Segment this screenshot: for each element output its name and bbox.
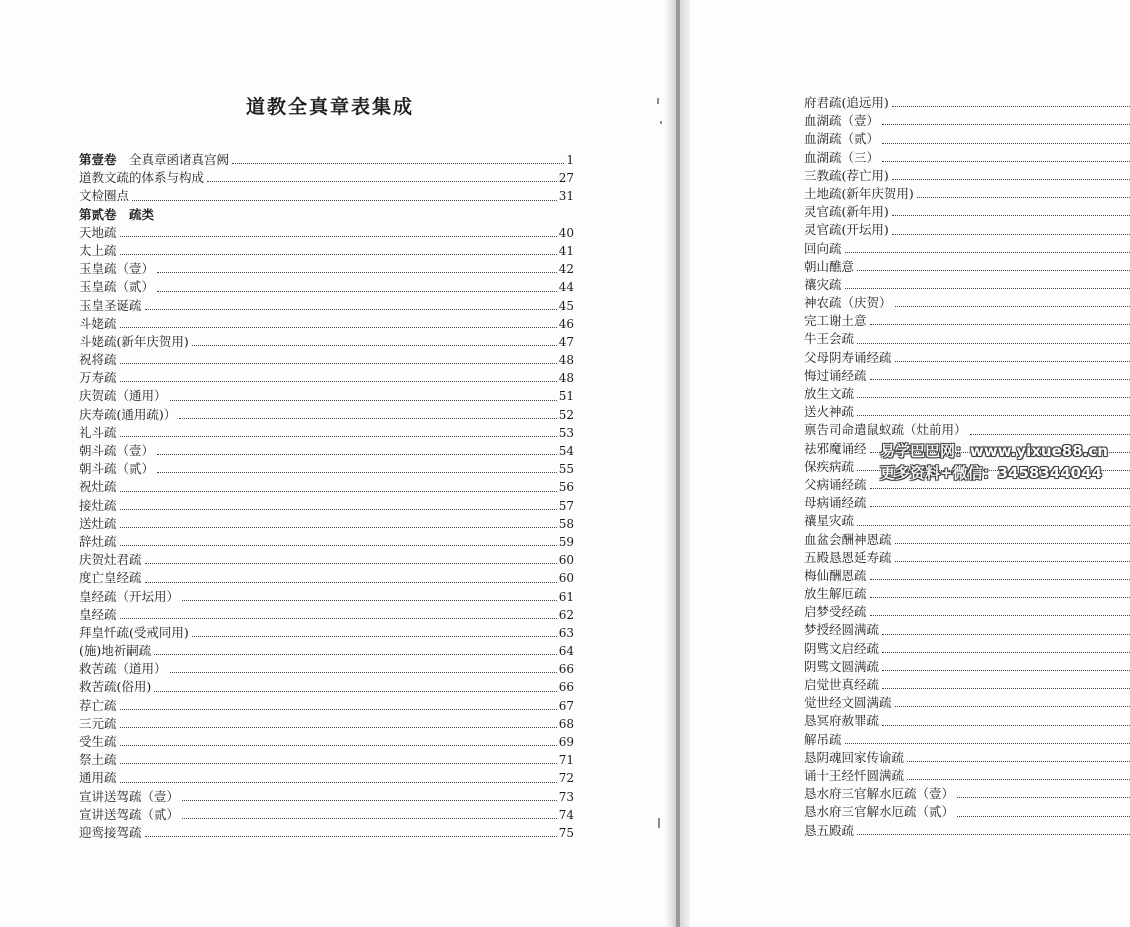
toc-leader-dots	[917, 185, 1130, 198]
toc-leader-dots	[882, 621, 1130, 634]
toc-entry-label: 道教文疏的体系与构成	[79, 170, 205, 186]
toc-leader-dots	[192, 333, 557, 346]
toc-entry	[79, 406, 574, 424]
toc-entry-label: 梦授经圆满疏	[804, 622, 880, 638]
toc-entry-page: 41	[558, 243, 574, 258]
toc-entry-label: 玉皇圣诞疏	[79, 297, 142, 313]
toc-entry-label: 送灶疏	[79, 515, 117, 531]
toc-entry-label: 放生解厄疏	[804, 586, 867, 602]
toc-entry	[79, 515, 574, 533]
toc-entry-label: 迎鸾接驾疏	[79, 824, 142, 840]
toc-entry	[79, 242, 574, 260]
toc-entry-label: 斗姥疏(新年庆贺用)	[79, 333, 189, 349]
toc-entry-label: 皇经疏	[79, 606, 117, 622]
toc-leader-dots	[895, 549, 1130, 562]
toc-entry-page: 54	[558, 444, 574, 458]
toc-entry-label: 禳星灾疏	[804, 513, 855, 529]
toc-entry	[79, 387, 574, 405]
toc-entry-label: 觉世经文圆满疏	[804, 695, 892, 711]
toc-leader-dots	[845, 240, 1130, 253]
toc-entry-label: 保疾病疏	[804, 458, 855, 474]
toc-entry	[79, 260, 574, 278]
toc-entry	[804, 403, 1130, 421]
toc-entry-label: 恳五殿疏	[804, 822, 855, 838]
toc-entry-page: 46	[558, 316, 574, 331]
toc-leader-dots	[120, 515, 557, 528]
toc-entry	[79, 478, 574, 496]
toc-leader-dots	[232, 151, 564, 164]
toc-leader-dots	[157, 206, 572, 219]
toc-leader-dots	[120, 769, 557, 782]
toc-entry-page: 66	[558, 662, 574, 677]
toc-entry-label: 接灶疏	[79, 497, 117, 513]
toc-entry-page: 62	[558, 607, 574, 622]
toc-leader-dots	[182, 788, 557, 801]
toc-entry-label: 梅仙酬恩疏	[804, 567, 867, 583]
toc-entry-page: 52	[558, 407, 574, 422]
toc-entry	[79, 588, 574, 606]
toc-entry	[79, 351, 574, 369]
toc-entry	[79, 460, 574, 478]
toc-leader-dots	[882, 149, 1130, 162]
toc-entry-page: 64	[558, 644, 574, 659]
scan-mark	[657, 98, 659, 104]
toc-entry-label: 朝斗疏（壹）	[79, 443, 155, 458]
toc-leader-dots	[132, 187, 557, 200]
toc-left	[79, 151, 574, 842]
toc-entry-label: 恳阴魂回家传谕疏	[804, 749, 905, 765]
toc-leader-dots	[154, 642, 556, 655]
toc-entry	[79, 442, 574, 460]
toc-entry	[804, 712, 1130, 730]
toc-leader-dots	[845, 276, 1130, 289]
toc-entry	[804, 512, 1130, 530]
toc-leader-dots	[892, 167, 1130, 180]
toc-entry	[79, 206, 574, 224]
toc-entry-label: 放生文疏	[804, 386, 855, 401]
toc-entry	[804, 603, 1130, 621]
toc-leader-dots	[882, 640, 1130, 653]
toc-entry-page: 27	[558, 171, 574, 186]
toc-leader-dots	[870, 494, 1130, 507]
toc-entry	[804, 749, 1130, 767]
toc-entry-label: 祭土疏	[79, 752, 117, 768]
toc-leader-dots	[182, 588, 557, 601]
toc-leader-dots	[120, 733, 557, 746]
toc-entry-label: 救苦疏（道用）	[79, 661, 167, 677]
toc-entry	[804, 258, 1130, 276]
scan-mark	[658, 818, 660, 828]
toc-entry-page: 66	[558, 680, 574, 695]
toc-entry	[804, 149, 1130, 167]
toc-entry	[804, 167, 1130, 185]
toc-entry-page: 73	[558, 789, 574, 804]
toc-leader-dots	[157, 260, 557, 273]
toc-entry-page: 51	[558, 389, 574, 404]
toc-leader-dots	[907, 749, 1130, 762]
toc-entry-label: 回向疏	[804, 240, 842, 256]
toc-entry	[79, 333, 574, 351]
toc-leader-dots	[120, 497, 557, 510]
watermark-line-2: 更多资料+微信：3458344044	[880, 464, 1102, 482]
toc-entry	[804, 621, 1130, 639]
toc-leader-dots	[882, 658, 1130, 671]
toc-entry-page: 69	[558, 735, 574, 749]
book-gutter-shadow-right	[680, 0, 690, 927]
toc-entry	[79, 606, 574, 624]
toc-entry	[79, 169, 574, 187]
toc-entry-label: 悔过诵经疏	[804, 367, 867, 383]
toc-entry-label: 阴骘文圆满疏	[804, 658, 880, 674]
toc-entry-label: 恳冥府赦罪疏	[804, 713, 880, 729]
toc-entry	[804, 240, 1130, 258]
toc-leader-dots	[970, 421, 1130, 434]
toc-entry-page: 57	[558, 498, 574, 513]
toc-entry-label: 三元疏	[79, 715, 117, 731]
toc-entry	[79, 369, 574, 387]
toc-leader-dots	[120, 751, 557, 764]
toc-entry-label: 庆寿疏(通用疏)）	[79, 406, 177, 422]
toc-entry-label: 诵十王经忏圆满疏	[804, 767, 905, 783]
toc-entry	[804, 112, 1130, 130]
toc-entry	[804, 731, 1130, 749]
toc-entry-page: 48	[558, 371, 574, 386]
toc-leader-dots	[895, 531, 1130, 544]
toc-entry-page: 58	[558, 516, 574, 531]
toc-entry-page: 60	[558, 553, 574, 568]
toc-entry	[79, 806, 574, 824]
toc-entry	[804, 585, 1130, 603]
toc-leader-dots	[145, 551, 557, 564]
toc-leader-dots	[857, 822, 1130, 835]
toc-entry	[79, 733, 574, 751]
toc-leader-dots	[145, 297, 557, 310]
toc-leader-dots	[957, 803, 1130, 816]
toc-entry-label: 辞灶疏	[79, 533, 117, 549]
book-title: 道教全真章表集成	[245, 96, 414, 118]
toc-leader-dots	[870, 312, 1130, 325]
toc-entry	[79, 697, 574, 715]
toc-leader-dots	[120, 697, 557, 710]
toc-entry	[804, 130, 1130, 148]
toc-leader-dots	[892, 94, 1130, 107]
toc-entry-label: 府君疏(追远用)	[804, 95, 889, 110]
toc-leader-dots	[120, 715, 557, 728]
toc-entry	[804, 531, 1130, 549]
toc-entry-label: 宣讲送驾疏（贰）	[79, 806, 180, 822]
toc-entry-label: 玉皇疏（贰）	[79, 279, 155, 295]
toc-entry-page: 71	[558, 753, 574, 768]
toc-entry	[79, 187, 574, 205]
toc-entry	[79, 642, 574, 660]
toc-entry-page: 72	[558, 771, 574, 786]
toc-entry	[79, 824, 574, 842]
toc-entry-label: 太上疏	[79, 242, 117, 258]
toc-entry-label: 阴骘文启经疏	[804, 640, 880, 656]
toc-entry	[804, 803, 1130, 821]
toc-leader-dots	[120, 351, 557, 364]
toc-leader-dots	[120, 242, 557, 255]
toc-entry-label: 土地疏(新年庆贺用)	[804, 185, 914, 201]
toc-leader-dots	[154, 678, 556, 691]
toc-entry-page: 67	[558, 698, 574, 713]
toc-leader-dots	[182, 806, 557, 819]
toc-entry-page: 75	[558, 825, 574, 840]
toc-entry-page: 44	[558, 280, 574, 295]
toc-entry-label: 文检圈点	[79, 188, 130, 204]
toc-entry-label: 祝灶疏	[79, 479, 117, 495]
toc-entry-label: 解吊疏	[804, 731, 842, 747]
toc-entry	[804, 822, 1130, 840]
toc-entry	[79, 151, 574, 169]
toc-entry-label: 斗姥疏	[79, 315, 117, 331]
toc-entry	[804, 312, 1130, 330]
toc-entry	[79, 315, 574, 333]
toc-entry-label: 完工谢土意	[804, 313, 867, 329]
toc-entry	[804, 367, 1130, 385]
toc-leader-dots	[157, 278, 557, 291]
toc-entry	[79, 769, 574, 787]
toc-entry-page: 68	[558, 716, 574, 731]
toc-entry-page: 48	[558, 353, 574, 368]
toc-entry	[79, 715, 574, 733]
toc-entry-label: 祛邪魔诵经	[804, 440, 867, 456]
toc-entry-label: 母病诵经疏	[804, 495, 867, 511]
toc-entry-label: 启觉世真经疏	[804, 677, 880, 692]
toc-entry	[79, 533, 574, 551]
toc-entry-label: 血湖疏（贰）	[804, 131, 880, 147]
toc-leader-dots	[857, 258, 1130, 271]
toc-entry	[804, 658, 1130, 676]
toc-entry-label: 庆贺灶君疏	[79, 552, 142, 568]
toc-entry	[79, 278, 574, 296]
toc-leader-dots	[120, 315, 557, 328]
toc-leader-dots	[882, 676, 1130, 689]
toc-entry-label: 朝斗疏（贰）	[79, 461, 155, 477]
toc-entry	[804, 567, 1130, 585]
toc-entry	[79, 551, 574, 569]
toc-entry	[804, 94, 1130, 112]
toc-entry	[804, 203, 1130, 221]
toc-entry-label: 拜皇忏疏(受戒同用)	[79, 624, 189, 640]
toc-leader-dots	[157, 460, 557, 473]
toc-leader-dots	[870, 567, 1130, 580]
toc-entry	[79, 751, 574, 769]
toc-leader-dots	[192, 624, 557, 637]
toc-entry-label: 血盆会酬神恩疏	[804, 531, 892, 547]
toc-entry	[79, 660, 574, 678]
toc-leader-dots	[120, 533, 557, 546]
toc-entry-page: 31	[558, 189, 574, 204]
toc-leader-dots	[170, 387, 557, 400]
toc-entry	[804, 385, 1130, 403]
toc-leader-dots	[157, 442, 557, 455]
toc-leader-dots	[145, 824, 557, 837]
toc-entry-label: 第贰卷 疏类	[79, 206, 155, 222]
toc-leader-dots	[895, 349, 1130, 362]
toc-entry	[804, 330, 1130, 348]
toc-entry-label: 天地疏	[79, 224, 117, 240]
toc-entry	[804, 694, 1130, 712]
toc-entry-label: 牛王会疏	[804, 331, 855, 347]
toc-entry-page: 47	[558, 334, 574, 349]
toc-entry-page: 56	[558, 480, 574, 495]
toc-entry-label: 启梦受经疏	[804, 604, 867, 620]
toc-leader-dots	[892, 221, 1130, 234]
toc-entry	[79, 497, 574, 515]
toc-leader-dots	[882, 112, 1130, 125]
toc-entry-page: 55	[558, 462, 574, 477]
toc-leader-dots	[207, 169, 557, 182]
toc-leader-dots	[895, 294, 1130, 307]
toc-entry-page: 1	[566, 153, 574, 167]
toc-entry	[804, 785, 1130, 803]
toc-leader-dots	[895, 694, 1130, 707]
scan-mark	[660, 121, 662, 124]
toc-entry-label: 父母阴寿诵经疏	[804, 349, 892, 365]
toc-entry	[804, 421, 1130, 439]
toc-leader-dots	[957, 785, 1130, 798]
toc-entry-label: 朝山醮意	[804, 258, 855, 274]
toc-leader-dots	[870, 585, 1130, 598]
toc-leader-dots	[170, 660, 557, 673]
toc-entry-label: 送火神疏	[804, 404, 855, 420]
watermark	[880, 440, 1130, 484]
toc-entry	[804, 221, 1130, 239]
book-gutter-shadow	[664, 0, 676, 927]
toc-entry-page: 59	[558, 534, 574, 549]
toc-leader-dots	[857, 512, 1130, 525]
toc-leader-dots	[120, 478, 557, 491]
toc-entry-label: 禳灾疏	[804, 276, 842, 292]
toc-entry-page: 40	[558, 225, 574, 240]
toc-entry	[79, 569, 574, 587]
toc-leader-dots	[882, 130, 1130, 143]
toc-entry-label: 禀告司命遣鼠蚁疏（灶前用）	[804, 422, 967, 438]
toc-entry-page: 42	[558, 262, 574, 277]
toc-leader-dots	[120, 224, 557, 237]
toc-entry-label: 五殿恳恩延寿疏	[804, 549, 892, 565]
toc-leader-dots	[882, 712, 1130, 725]
toc-leader-dots	[870, 367, 1130, 380]
toc-entry	[79, 788, 574, 806]
toc-entry-page: 53	[558, 425, 574, 440]
toc-entry-label: 宣讲送驾疏（壹）	[79, 788, 180, 804]
toc-entry-page: 45	[558, 298, 574, 313]
toc-leader-dots	[857, 330, 1130, 343]
toc-entry	[804, 676, 1130, 694]
toc-entry-label: 恳水府三官解水厄疏（贰）	[804, 804, 955, 820]
toc-entry	[79, 624, 574, 642]
toc-leader-dots	[120, 424, 557, 437]
toc-entry-label: (施)地祈嗣疏	[79, 643, 152, 659]
toc-entry-label: 庆贺疏（通用）	[79, 388, 167, 404]
toc-leader-dots	[857, 403, 1130, 416]
toc-entry-page: 74	[558, 807, 574, 822]
toc-entry-page: 61	[558, 589, 574, 604]
toc-entry-label: 血湖疏（壹）	[804, 113, 880, 129]
toc-entry-label: 灵官疏(开坛用)	[804, 222, 889, 238]
toc-entry-label: 第壹卷 全真章函诸真宫阙	[79, 152, 230, 167]
toc-entry	[804, 276, 1130, 294]
toc-entry	[79, 297, 574, 315]
toc-entry-label: 度亡皇经疏	[79, 570, 142, 586]
toc-leader-dots	[870, 603, 1130, 616]
toc-leader-dots	[857, 385, 1130, 398]
toc-entry-label: 三教疏(荐亡用)	[804, 167, 889, 183]
toc-leader-dots	[120, 369, 557, 382]
toc-leader-dots	[892, 203, 1130, 216]
toc-leader-dots	[179, 406, 556, 419]
toc-entry	[79, 424, 574, 442]
toc-entry-label: 父病诵经疏	[804, 476, 867, 492]
toc-entry-label: 皇经疏（开坛用）	[79, 588, 180, 604]
toc-leader-dots	[845, 731, 1130, 744]
toc-entry-label: 祝将疏	[79, 352, 117, 368]
toc-entry-label: 玉皇疏（壹）	[79, 261, 155, 277]
toc-leader-dots	[145, 569, 557, 582]
toc-entry	[804, 294, 1130, 312]
toc-entry	[79, 678, 574, 696]
toc-entry-label: 恳水府三官解水厄疏（壹）	[804, 786, 955, 802]
toc-entry	[804, 494, 1130, 512]
toc-entry-label: 万寿疏	[79, 370, 117, 386]
right-page	[690, 0, 1130, 927]
toc-entry	[804, 767, 1130, 785]
toc-entry	[804, 349, 1130, 367]
toc-entry	[804, 640, 1130, 658]
toc-entry-label: 礼斗疏	[79, 424, 117, 440]
toc-entry	[804, 185, 1130, 203]
toc-leader-dots	[907, 767, 1130, 780]
toc-entry	[79, 224, 574, 242]
toc-entry-label: 受生疏	[79, 734, 117, 749]
toc-entry-label: 血湖疏（三）	[804, 149, 880, 165]
toc-entry-label: 灵官疏(新年用)	[804, 204, 889, 220]
toc-entry	[804, 549, 1130, 567]
toc-entry-label: 通用疏	[79, 770, 117, 786]
toc-entry-page: 60	[558, 571, 574, 586]
watermark-line-1: 易学巴巴网：www.yixue88.cn	[880, 442, 1108, 460]
toc-entry-label: 神农疏（庆贺）	[804, 295, 892, 311]
toc-entry-label: 救苦疏(俗用)	[79, 679, 152, 695]
toc-entry-label: 荐亡疏	[79, 697, 117, 713]
toc-leader-dots	[120, 606, 557, 619]
toc-entry-page: 63	[558, 625, 574, 640]
